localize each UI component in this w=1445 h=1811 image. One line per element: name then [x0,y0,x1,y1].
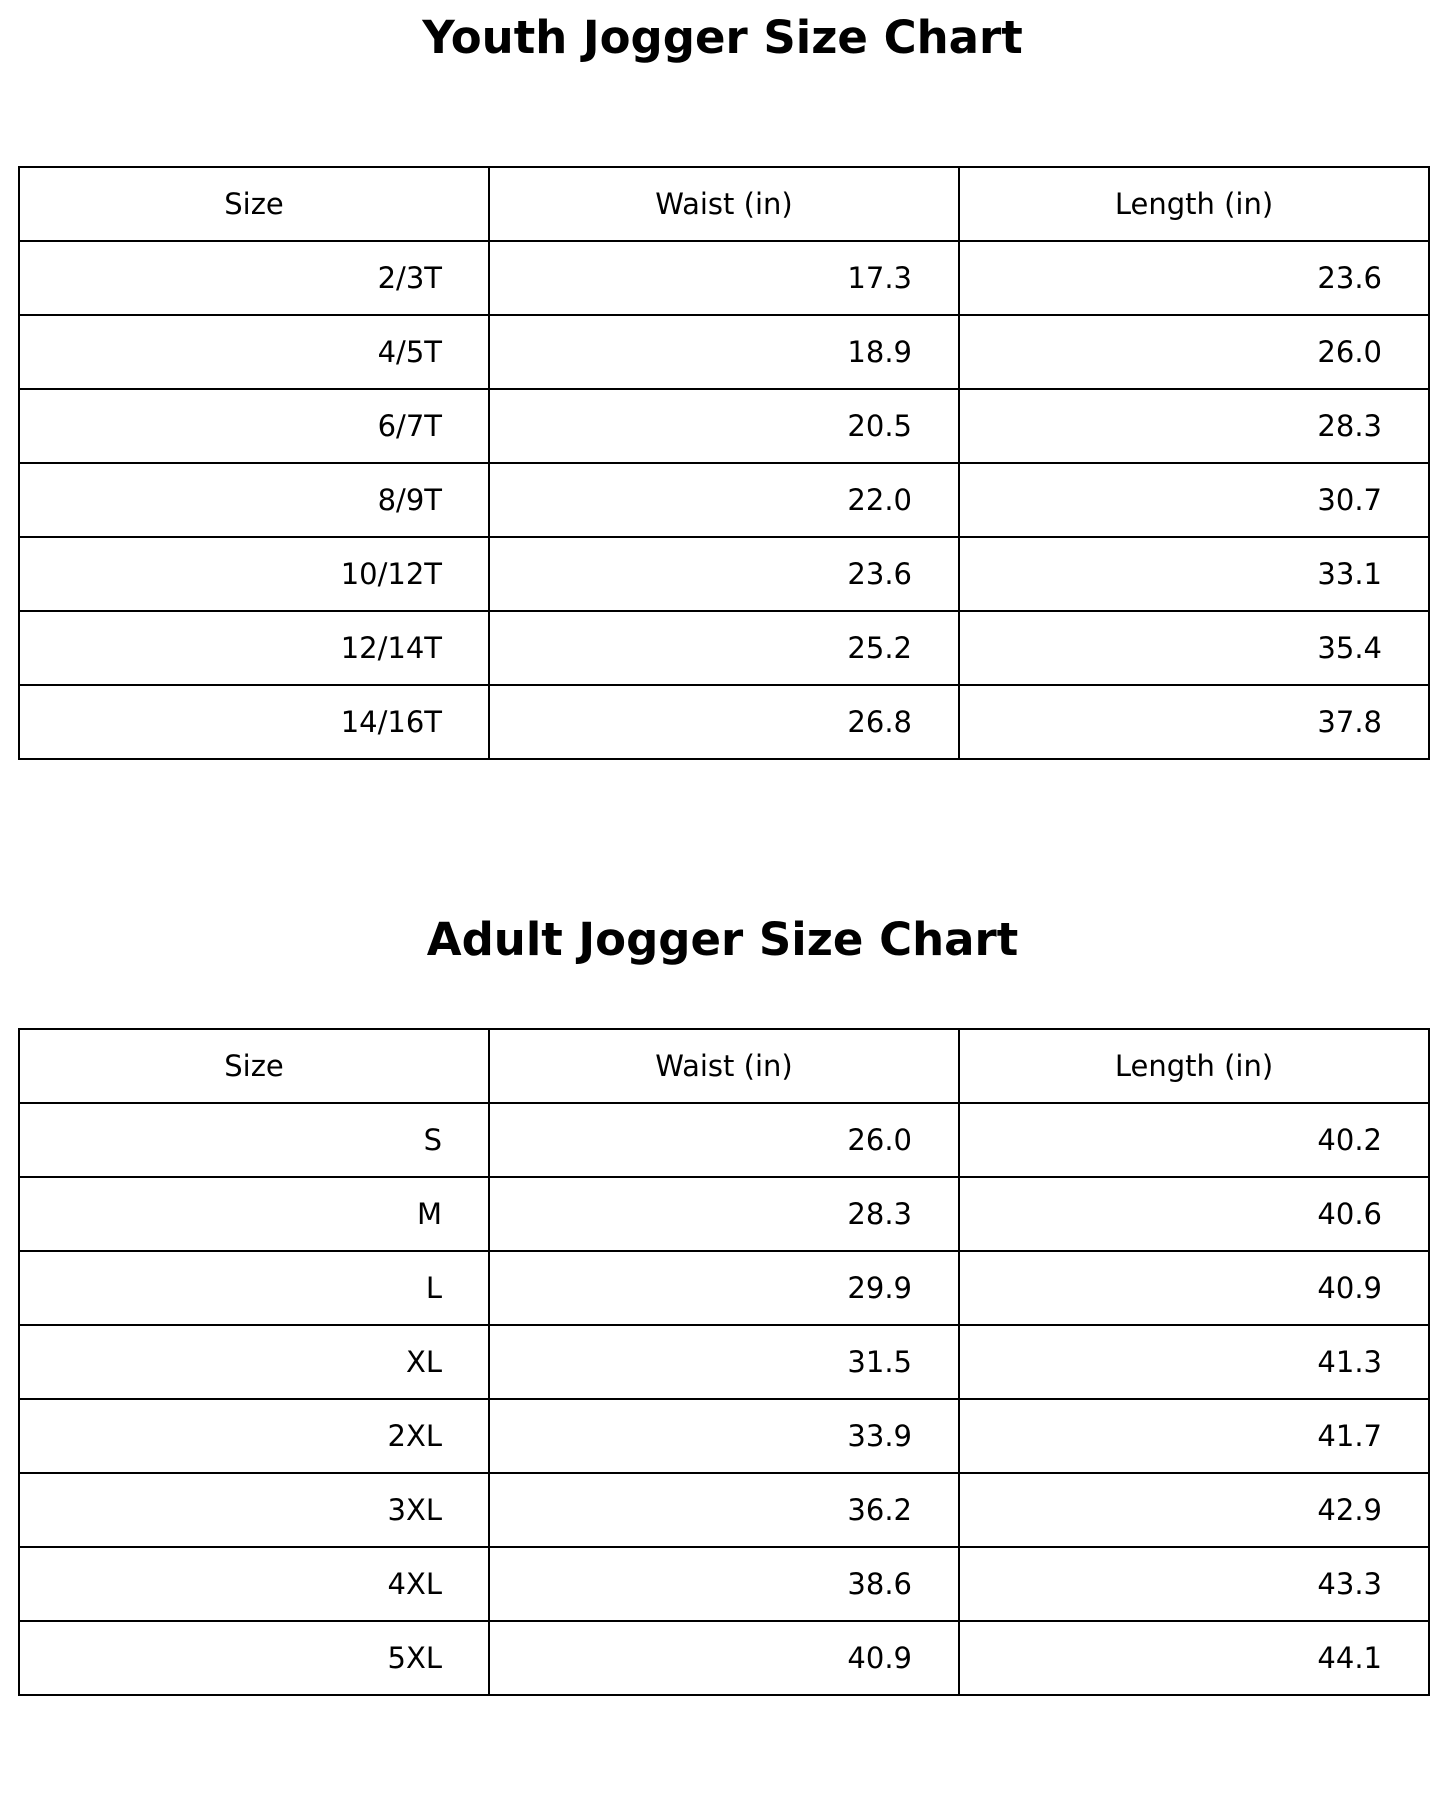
table-row [19,389,1429,463]
table-row [19,1103,1429,1177]
length-cell: 41.7 [959,1399,1429,1473]
size-cell: 2XL [19,1399,489,1473]
size-cell: 5XL [19,1621,489,1695]
length-cell: 37.8 [959,685,1429,759]
youth-chart-title: Youth Jogger Size Chart [422,11,1023,64]
waist-cell: 36.2 [489,1473,959,1547]
length-cell: 33.1 [959,537,1429,611]
length-cell: 44.1 [959,1621,1429,1695]
table-header-row [19,1029,1429,1103]
size-cell: XL [19,1325,489,1399]
length-cell: 43.3 [959,1547,1429,1621]
waist-cell: 20.5 [489,389,959,463]
column-header-size: Size [19,1029,489,1103]
table-row [19,1325,1429,1399]
adult-chart-title: Adult Jogger Size Chart [426,913,1019,966]
table-body [19,1103,1429,1695]
table-row [19,1473,1429,1547]
table-row [19,537,1429,611]
length-cell: 26.0 [959,315,1429,389]
table-row [19,611,1429,685]
waist-cell: 28.3 [489,1177,959,1251]
table-body [19,241,1429,759]
size-cell: 12/14T [19,611,489,685]
waist-cell: 26.8 [489,685,959,759]
size-cell: 4/5T [19,315,489,389]
length-cell: 40.9 [959,1251,1429,1325]
length-cell: 23.6 [959,241,1429,315]
size-cell: S [19,1103,489,1177]
table-row [19,463,1429,537]
length-cell: 28.3 [959,389,1429,463]
waist-cell: 23.6 [489,537,959,611]
waist-cell: 26.0 [489,1103,959,1177]
length-cell: 42.9 [959,1473,1429,1547]
column-header-waist: Waist (in) [489,1029,959,1103]
waist-cell: 38.6 [489,1547,959,1621]
size-cell: 2/3T [19,241,489,315]
size-cell: 4XL [19,1547,489,1621]
size-cell: 14/16T [19,685,489,759]
waist-cell: 31.5 [489,1325,959,1399]
table-row [19,685,1429,759]
waist-cell: 22.0 [489,463,959,537]
table-row [19,1251,1429,1325]
waist-cell: 18.9 [489,315,959,389]
column-header-length: Length (in) [959,1029,1429,1103]
adult-size-table [18,1028,1430,1696]
table-row [19,1399,1429,1473]
length-cell: 41.3 [959,1325,1429,1399]
waist-cell: 25.2 [489,611,959,685]
length-cell: 40.2 [959,1103,1429,1177]
waist-cell: 40.9 [489,1621,959,1695]
size-cell: L [19,1251,489,1325]
size-cell: 10/12T [19,537,489,611]
column-header-length: Length (in) [959,167,1429,241]
size-cell: 8/9T [19,463,489,537]
table-row [19,241,1429,315]
waist-cell: 29.9 [489,1251,959,1325]
column-header-size: Size [19,167,489,241]
size-cell: M [19,1177,489,1251]
table-row [19,1621,1429,1695]
table-header-row [19,167,1429,241]
waist-cell: 33.9 [489,1399,959,1473]
size-cell: 3XL [19,1473,489,1547]
size-cell: 6/7T [19,389,489,463]
length-cell: 35.4 [959,611,1429,685]
length-cell: 30.7 [959,463,1429,537]
table-row [19,1547,1429,1621]
table-row [19,1177,1429,1251]
waist-cell: 17.3 [489,241,959,315]
column-header-waist: Waist (in) [489,167,959,241]
youth-size-table [18,166,1430,760]
table-row [19,315,1429,389]
length-cell: 40.6 [959,1177,1429,1251]
